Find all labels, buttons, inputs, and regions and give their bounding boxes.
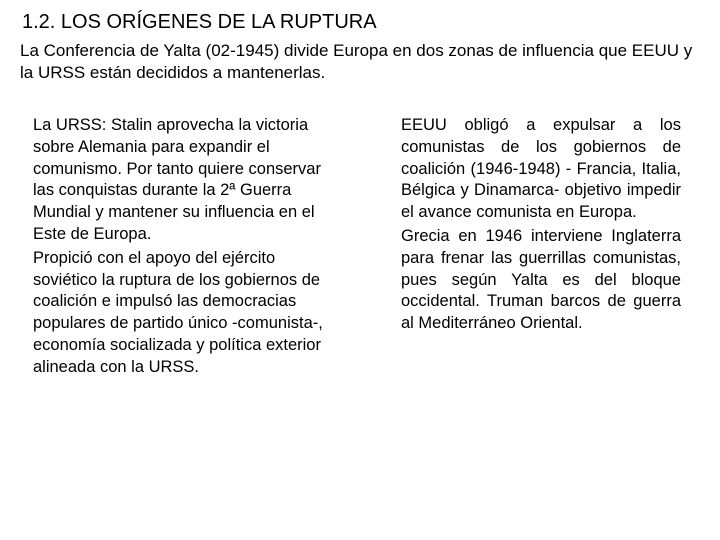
left-paragraph-propicio: Propició con el apoyo del ejército soviético la ruptura de los gobiernos de coalición e impulsó las democracias populares de partido único -comunista-, economía socializada y política exterior alineada con la URSS. bbox=[33, 248, 323, 376]
slide-title: 1.2. LOS ORÍGENES DE LA RUPTURA bbox=[22, 11, 377, 33]
right-column bbox=[401, 115, 681, 337]
left-column bbox=[33, 115, 338, 381]
intro-text: La Conferencia de Yalta (02-1945) divide Europa en dos zonas de influencia que EEUU y la URSS están decididos a mantenerlas. bbox=[20, 41, 693, 82]
right-paragraph-grecia: Grecia en 1946 interviene Inglaterra para frenar las guerrillas comunistas, pues según Yalta es del bloque occidental. Truman barcos de guerra al Mediterráneo Oriental. bbox=[401, 226, 681, 333]
left-paragraph-urss: La URSS: Stalin aprovecha la victoria sobre Alemania para expandir el comunismo. Por tanto quiere conservar las conquistas durante la 2ª Guerra Mundial y mantener su influencia en el Este de Europa. bbox=[33, 116, 321, 243]
right-paragraph-eeuu: EEUU obligó a expulsar a los comunistas de los gobiernos de coalición (1946-1948) - Francia, Italia, Bélgica y Dinamarca- objetivo impedir el avance comunista en Europa. bbox=[401, 116, 681, 222]
